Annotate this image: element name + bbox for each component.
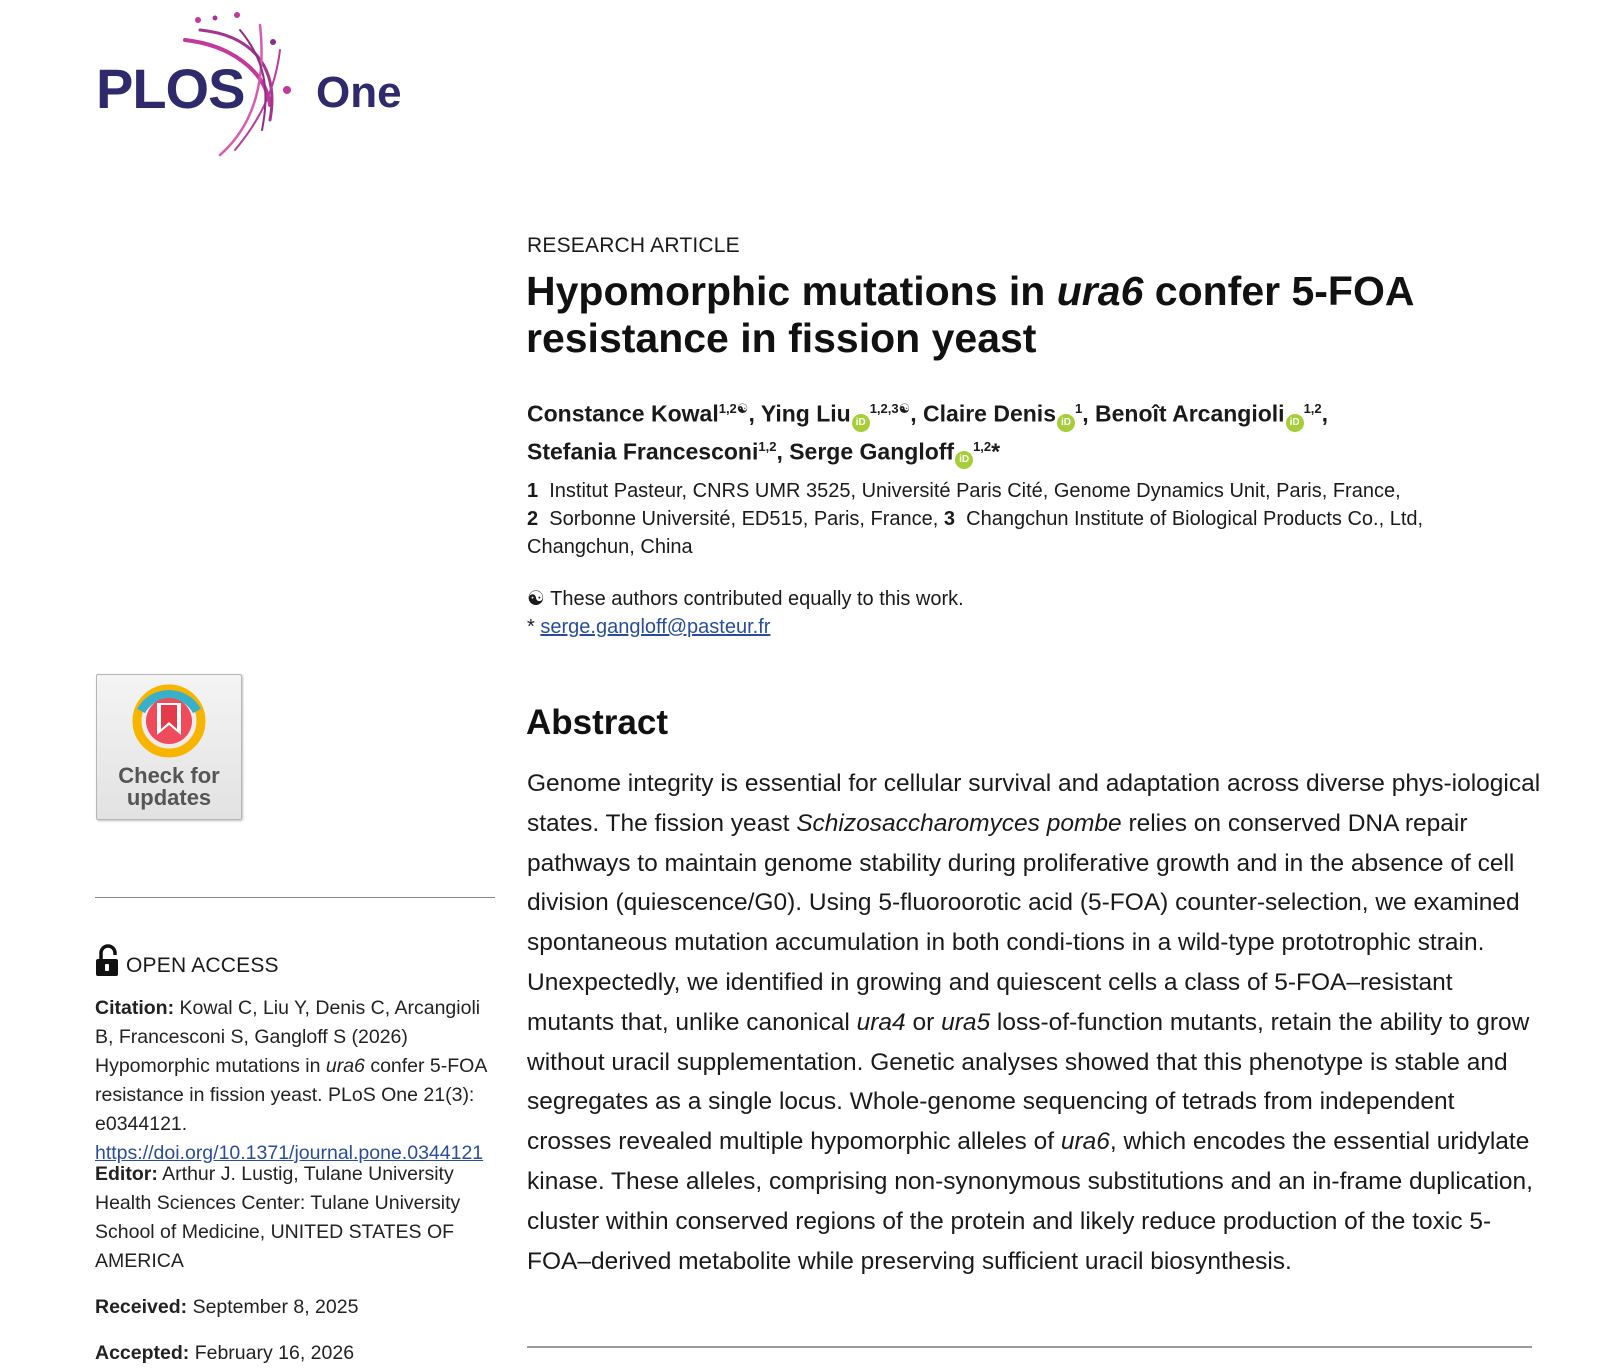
author-affil: 1,2 [1303, 401, 1322, 416]
check-updates-line2: updates [126, 785, 212, 810]
orcid-icon[interactable]: iD [852, 414, 870, 432]
received-date: September 8, 2025 [192, 1296, 359, 1318]
abstract-gene: ura4 [856, 1008, 906, 1036]
title-part1: Hypomorphic mutations in [526, 268, 1046, 314]
author-notes [527, 585, 1517, 641]
affil-text: Changchun Institute of Biological Products Co., Ltd, Changchun, China [527, 508, 1424, 558]
corresponding-email-link[interactable]: serge.gangloff@pasteur.fr [540, 616, 771, 638]
equal-contribution-note [527, 585, 1517, 613]
author-affil: 1,2 [973, 438, 992, 454]
author-affil: 1,2 [758, 438, 777, 454]
equal-contribution-symbol: ☯ [527, 588, 545, 610]
check-updates-line1: Check for [118, 763, 220, 788]
author-name[interactable]: Benoît Arcangioli [1095, 400, 1285, 427]
abstract-part: Genome integrity is essential for cellular survival and adaptation across diverse phys-iological states. The fission yeast [527, 770, 1541, 837]
equal-contribution-text: These authors contributed equally to this work. [550, 588, 964, 610]
abstract-text [527, 764, 1542, 1281]
editor-label: Editor: [95, 1163, 158, 1185]
editor-block [95, 1160, 500, 1276]
author-sep: , [910, 400, 924, 427]
citation-text-a: Kowal C, Liu Y, Denis C, Arcangioli B, Francesconi S, Gangloff S (2026) Hypomorphic mutations in [95, 997, 481, 1077]
abstract-gene: ura6 [1060, 1128, 1110, 1156]
logo-journal: One [316, 68, 402, 117]
author-affil: 1,2☯ [718, 401, 749, 416]
title-gene: ura6 [1056, 268, 1144, 314]
article-type: RESEARCH ARTICLE [527, 234, 740, 257]
author-sep: , [776, 438, 790, 465]
citation-block [95, 994, 500, 1168]
citation-doi-link[interactable]: https://doi.org/10.1371/journal.pone.0344121 [95, 1142, 484, 1164]
logo-brand: PLOS [96, 57, 245, 120]
affil-number: 2 [527, 508, 539, 530]
author-sep: * [991, 438, 1001, 465]
author-name[interactable]: Claire Denis [923, 400, 1056, 427]
author-sep: , [748, 400, 761, 427]
accepted-block [95, 1339, 500, 1368]
abstract-part: or [912, 1008, 935, 1036]
abstract-part: relies on conserved DNA repair pathways to maintain genome stability during proliferative growth and in the absence of cell division (quiescence/G0). Using 5-fluoroorotic acid (5-FOA) counter-selection, we examined spontaneous mutation accumulation in both condi-tions in a wild-type prototrophic strain. Unexpectedly, we identified in growing and quiescent cells a class of 5-FOA–resistant mutants that, unlike canonical [527, 809, 1520, 1036]
corresponding-symbol: * [527, 616, 535, 638]
orcid-icon[interactable]: iD [955, 451, 973, 469]
title-part2: confer 5-FOA resistance in fission yeast [526, 268, 1413, 361]
affiliations [527, 477, 1517, 561]
check-updates-label [97, 765, 241, 809]
corresponding-author-note [527, 613, 1517, 641]
article-title [526, 268, 1526, 362]
plos-one-logo[interactable] [90, 10, 420, 160]
abstract-part: , which encodes the essential uridylate kinase. These alleles, comprising non-synonymous substitutions and an in-frame duplication, cluster within conserved regions of the protein and likely reduce production of the toxic 5-FOA–derived metabolite while preserving sufficient uracil biosynthesis. [527, 1128, 1533, 1275]
abstract-heading: Abstract [526, 703, 668, 742]
citation-label: Citation: [95, 997, 175, 1019]
affil-number: 1 [527, 480, 539, 502]
accepted-label: Accepted: [95, 1342, 190, 1364]
author-name[interactable]: Serge Gangloff [789, 438, 955, 465]
author-name[interactable]: Stefania Francesconi [527, 438, 759, 465]
author-sep: , [1321, 400, 1329, 427]
left-divider [95, 897, 495, 898]
author-affil: 1 [1075, 401, 1083, 416]
affil-number: 3 [943, 508, 956, 530]
crossmark-icon [131, 683, 207, 759]
open-access-badge [94, 946, 279, 978]
citation-gene: ura6 [325, 1055, 365, 1077]
citation-text-b: confer 5-FOA resistance in fission yeast. PLoS One 21(3): e0344121. [95, 1055, 487, 1135]
main-divider [527, 1346, 1532, 1348]
abstract-gene: ura5 [941, 1008, 991, 1036]
abstract-species: Schizosaccharomyces pombe [796, 809, 1122, 837]
orcid-icon[interactable]: iD [1057, 414, 1075, 432]
check-for-updates-button[interactable] [96, 674, 242, 820]
unlocked-padlock-icon [94, 944, 122, 978]
accepted-date: February 16, 2026 [194, 1342, 355, 1364]
editor-text: Arthur J. Lustig, Tulane University Health Sciences Center: Tulane University School of Medicine, UNITED STATES OF AMERICA [95, 1163, 461, 1272]
affil-text: Sorbonne Université, ED515, Paris, France, [549, 508, 939, 530]
received-block [95, 1293, 500, 1322]
received-label: Received: [95, 1296, 188, 1318]
abstract-part: loss-of-function mutants, retain the ability to grow without uracil supplementation. Genetic analyses showed that this phenotype is stable and segregates as a single locus. Whole-genome sequencing of tetrads from independent crosses revealed multiple hypomorphic alleles of [527, 1008, 1530, 1156]
orcid-icon[interactable]: iD [1286, 414, 1304, 432]
author-name[interactable]: Constance Kowal [527, 400, 719, 427]
open-access-label: OPEN ACCESS [126, 954, 279, 977]
author-affil: 1,2,3☯ [869, 401, 911, 416]
affil-text: Institut Pasteur, CNRS UMR 3525, Université Paris Cité, Genome Dynamics Unit, Paris, France, [549, 480, 1401, 502]
author-list [527, 394, 1527, 469]
author-sep: , [1082, 400, 1096, 427]
author-name[interactable]: Ying Liu [760, 400, 851, 427]
